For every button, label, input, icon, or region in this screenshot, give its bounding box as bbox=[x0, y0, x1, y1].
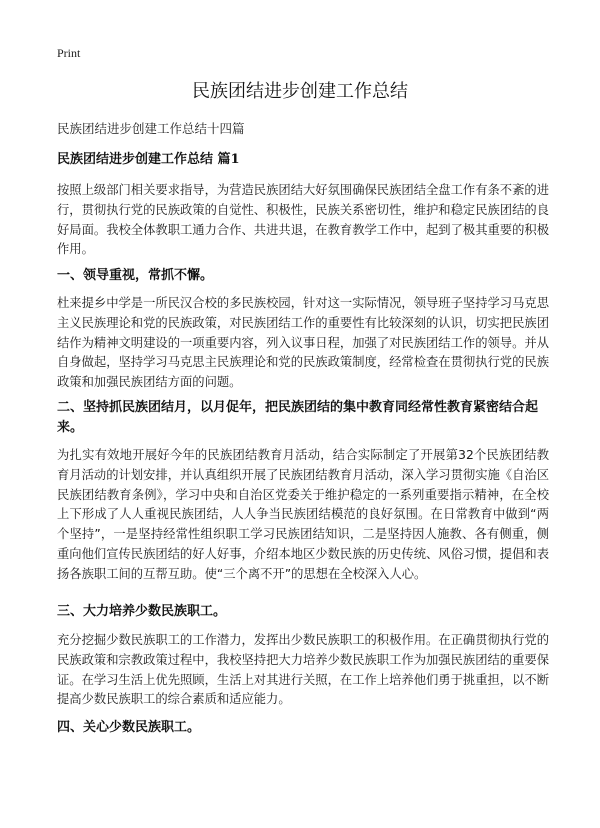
section-heading-2: 二、坚持抓民族团结月，以月促年，把民族团结的集中教育同经常性教育紧密结合起来。 bbox=[57, 400, 539, 435]
section-heading-1: 一、领导重视，常抓不懈。 bbox=[57, 268, 214, 283]
section-heading-4: 四、关心少数民族职工。 bbox=[57, 720, 201, 735]
section-body-3: 充分挖掘少数民族职工的工作潜力，发挥出少数民族职工的积极作用。在正确贯彻执行党的民族政策和宗教政策过程中，我校坚持把大力培养少数民族职工作为加强民族团结的重要保证。在学习生活上优先照顾，生活上对其进行关照，在工作上培养他们勇于挑重担，以不断提高少数民族职工的综合素质和适应能力。 bbox=[57, 633, 549, 707]
chapter-title: 民族团结进步创建工作总结 篇1 bbox=[57, 152, 240, 167]
section-body-1: 杜来提乡中学是一所民汉合校的多民族校园，针对这一实际情况，领导班子坚持学习马克思主义民族理论和党的民族政策，对民族团结工作的重要性有比较深刻的认识，切实把民族团结作为精神文明建设的一项重要内容，列入议事日程，加强了对民族团结工作的领导。并从自身做起，坚持学习马克思主民族理论和党的民族政策制度，经常检查在贯彻执行党的民族政策和加强民族团结方面的问题。 bbox=[57, 296, 549, 390]
section-body-2: 为扎实有效地开展好今年的民族团结教育月活动，结合实际制定了开展第32个民族团结教育月活动的计划安排，并认真组织开展了民族团结教育月活动，深入学习贯彻实施《自治区民族团结教育条例》，学习中央和自治区党委关于维护稳定的一系列重要指示精神，在全校上下形成了人人重视民族团结，人人争当民族团结模范的良好氛围。在日常教育中做到“两个坚持”，一是坚持经常性组织职工学习民族团结知识，二是坚持因人施教、各有侧重，侧重向他们宣传民族团结的好人好事，介绍本地区少数民族的历史传统、风俗习惯，提倡和表扬各族职工间的互帮互助。使“三个离不开”的思想在全校深入人心。 bbox=[57, 448, 549, 581]
document-subtitle: 民族团结进步创建工作总结十四篇 bbox=[57, 121, 245, 136]
intro-paragraph: 按照上级部门相关要求指导，为营造民族团结大好氛围确保民族团结全盘工作有条不紊的进行，贯彻执行党的民族政策的自觉性、积极性，民族关系密切性，维护和稳定民族团结的良好局面。我校全体教职工通力合作、共进共退，在教育教学工作中，起到了极其重要的积极作用。 bbox=[57, 183, 549, 257]
section-heading-3: 三、大力培养少数民族职工。 bbox=[57, 604, 227, 619]
print-link[interactable]: Print bbox=[57, 46, 81, 60]
page-title: 民族团结进步创建工作总结 bbox=[192, 81, 408, 102]
